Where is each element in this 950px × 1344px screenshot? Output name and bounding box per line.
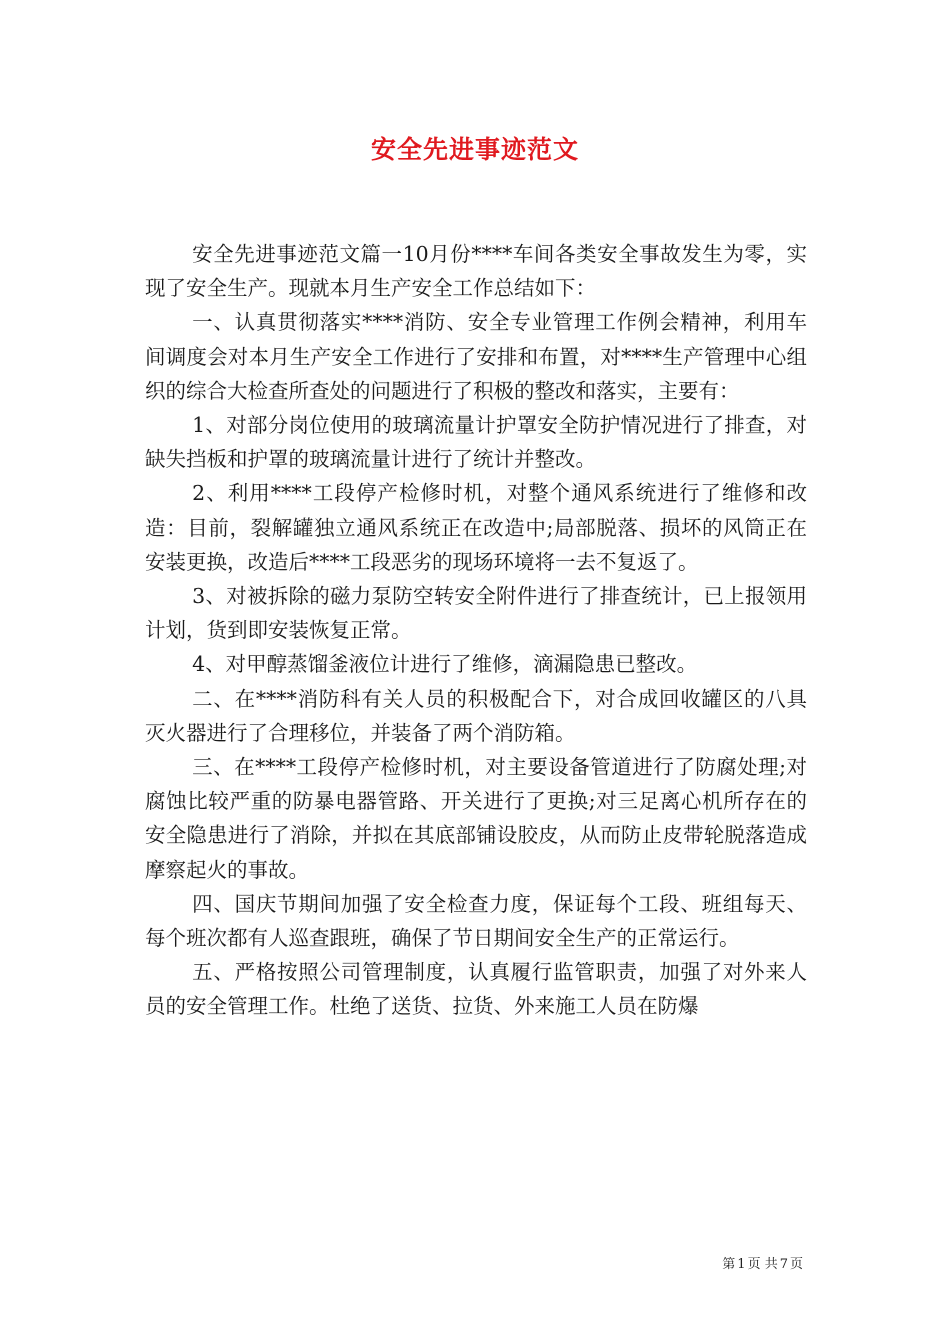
total-pages: 7 [779, 1257, 788, 1272]
paragraph: 安全先进事迹范文篇一10月份****车间各类安全事故发生为零，实现了安全生产。现就本月生产安全工作总结如下： [145, 242, 807, 301]
paragraph: 二、在****消防科有关人员的积极配合下，对合成回收罐区的八具灭火器进行了合理移位，并装备了两个消防箱。 [145, 686, 807, 745]
paragraph: 4、对甲醇蒸馏釜液位计进行了维修，滴漏隐患已整改。 [192, 652, 698, 677]
page-middle: 页 共 [747, 1257, 778, 1272]
paragraph: 五、严格按照公司管理制度，认真履行监管职责，加强了对外来人员的安全管理工作。杜绝了送货、拉货、外来施工人员在防爆 [145, 960, 807, 1019]
paragraph: 1、对部分岗位使用的玻璃流量计护罩安全防护情况进行了排查，对缺失挡板和护罩的玻璃流量计进行了统计并整改。 [145, 413, 807, 472]
document-title: 安全先进事迹范文 [370, 135, 579, 164]
page-suffix: 页 [789, 1257, 803, 1272]
paragraph: 四、国庆节期间加强了安全检查力度，保证每个工段、班组每天、每个班次都有人巡查跟班，确保了节日期间安全生产的正常运行。 [145, 891, 807, 951]
page-prefix: 第 [722, 1257, 736, 1272]
current-page: 1 [737, 1257, 746, 1272]
paragraph: 一、认真贯彻落实****消防、安全专业管理工作例会精神，利用车间调度会对本月生产安全工作进行了安排和布置，对****生产管理中心组织的综合大检查所查处的问题进行了积极的整改和落实，主要有： [145, 310, 807, 403]
paragraph: 三、在****工段停产检修时机，对主要设备管道进行了防腐处理;对腐蚀比较严重的防暴电器管路、开关进行了更换;对三足离心机所存在的安全隐患进行了消除，并拟在其底部铺设胶皮，从而防止皮带轮脱落造成摩察起火的事故。 [145, 755, 807, 882]
page-number-footer [721, 1253, 804, 1272]
paragraph: 2、利用****工段停产检修时机，对整个通风系统进行了维修和改造：目前，裂解罐独立通风系统正在改造中;局部脱落、损坏的风筒正在安装更换，改造后****工段恶劣的现场环境将一去不复返了。 [145, 481, 807, 574]
paragraph: 3、对被拆除的磁力泵防空转安全附件进行了排查统计，已上报领用计划，货到即安装恢复正常。 [145, 584, 807, 643]
document-body [145, 237, 807, 1024]
